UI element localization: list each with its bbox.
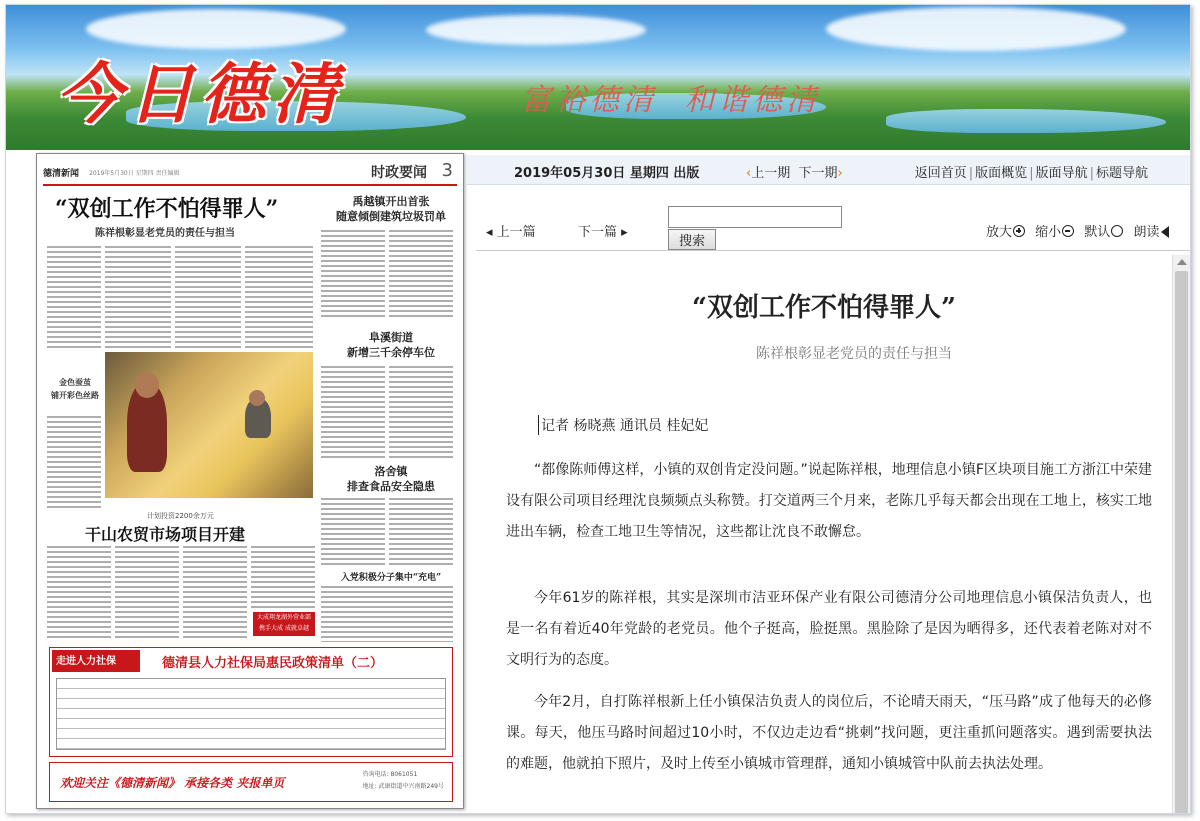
newspaper-page-thumbnail[interactable] <box>36 153 464 809</box>
article-scrollbar[interactable] <box>1172 255 1190 814</box>
paper-text-column <box>183 546 247 640</box>
article-paragraph: “都像陈师傅这样，小镇的双创肯定没问题。”说起陈祥根，地理信息小镇F区块项目施工方浙江中荣建设有限公司项目经理沈良频频点头称赞。打交道两三个月来，老陈几乎每天都会出现在工地上，核实工地进出车辆，检查工地卫生等情况，这些都让沈良不敢懈怠。 <box>506 462 1152 540</box>
paper-text-column <box>321 230 385 320</box>
footer-address: 地址: 武康街道中兴南路249号 <box>362 783 444 790</box>
minus-circle-icon <box>1062 225 1074 237</box>
paper-text-column <box>47 546 111 640</box>
person-head <box>135 372 159 398</box>
link-page-overview[interactable]: 版面概览 <box>975 166 1028 181</box>
bank-ad[interactable]: 大成翔龙湖外营业部 携手大成 成就卓越 <box>253 612 315 636</box>
prev-issue-link[interactable]: 上一期 <box>751 166 791 181</box>
link-title-navigation[interactable]: 标题导航 <box>1095 166 1148 181</box>
paper-headline-link[interactable]: “双创工作不怕得罪人” <box>55 196 279 222</box>
news-photo[interactable] <box>105 352 313 498</box>
paper-text-column <box>389 366 453 458</box>
next-article-button[interactable] <box>578 221 628 240</box>
side-story-4-title[interactable]: 入党积极分子集中“充电” <box>340 573 442 583</box>
site-slogan <box>521 75 820 119</box>
policy-tag: 走进人力社保 <box>52 650 140 672</box>
side-story-2-title[interactable]: 阜溪街道 新增三千余停车位 <box>347 331 435 359</box>
market-story-title[interactable]: 干山农贸市场项目开建 <box>85 525 246 544</box>
paper-logo: 德清新闻 <box>43 169 80 179</box>
issue-date: 2019年05月30日 星期四 出版 <box>514 166 700 181</box>
person-head <box>249 390 265 406</box>
side-story-1-title[interactable]: 禹越镇开出首张 随意倾倒建筑垃圾罚单 <box>336 195 446 223</box>
paper-text-column <box>115 546 179 640</box>
paper-meta: 2019年5月30日 星期四 责任编辑 <box>89 170 180 177</box>
scroll-up-arrow-icon[interactable] <box>1177 259 1187 265</box>
article-subtitle: 陈祥根彰显老党员的责任与担当 <box>756 346 952 362</box>
paper-section-name: 时政要闻 <box>371 165 427 181</box>
paper-text-column <box>245 246 313 350</box>
paper-text-column <box>389 230 453 320</box>
prev-issue-arrow-icon: ‹ <box>746 166 752 181</box>
policy-title: 德清县人力社保局惠民政策清单（二） <box>162 656 384 671</box>
paper-text-column <box>175 246 241 350</box>
side-story-3-title[interactable]: 洛舍镇 排查食品安全隐患 <box>347 465 435 493</box>
slogan-part-1: 富裕德清 <box>521 83 657 118</box>
paper-text-column <box>251 546 315 608</box>
site-title: 今日德清 <box>56 55 344 133</box>
zoom-default-label: 默认 <box>1084 225 1111 240</box>
paper-text-column <box>389 498 453 568</box>
prev-article-button[interactable] <box>486 221 536 240</box>
reading-controls <box>986 221 1175 240</box>
paper-text-column <box>47 416 101 508</box>
zoom-in-label: 放大 <box>986 225 1013 240</box>
issue-info-bar <box>466 155 1190 185</box>
paper-text-column <box>105 246 171 350</box>
policy-table <box>56 678 446 750</box>
link-page-navigation[interactable]: 版面导航 <box>1035 166 1088 181</box>
banner-cloud <box>426 15 646 45</box>
page-frame <box>5 4 1191 814</box>
paper-text-column <box>47 246 101 350</box>
article-title: “双创工作不怕得罪人” <box>692 293 956 323</box>
photo-caption <box>47 376 103 402</box>
policy-section[interactable] <box>49 647 453 757</box>
next-article-label: 下一篇 <box>578 225 618 240</box>
banner-cloud <box>826 7 1126 51</box>
caret-right-icon: ▸ <box>621 225 628 240</box>
speaker-icon <box>1161 226 1169 238</box>
link-separator: | <box>1089 166 1094 181</box>
next-issue-link[interactable]: 下一期 <box>798 166 838 181</box>
search-button[interactable]: 搜索 <box>668 229 716 250</box>
circle-icon <box>1111 225 1123 237</box>
paper-text-column <box>321 366 385 458</box>
link-separator: | <box>1029 166 1034 181</box>
photo-caption-text: 金色蚕茧 铺开彩色丝路 <box>51 378 99 400</box>
footer-ad[interactable] <box>49 762 453 802</box>
slogan-part-2: 和谐德清 <box>684 83 821 118</box>
read-aloud-label: 朗读 <box>1133 225 1160 240</box>
plus-circle-icon <box>1013 225 1025 237</box>
zoom-out-label: 缩小 <box>1035 225 1062 240</box>
issue-navigation <box>746 162 843 181</box>
article-byline: 记者 杨晓燕 通讯员 桂妃妃 <box>538 415 708 435</box>
article-toolbar <box>476 201 1190 251</box>
paper-text-column <box>321 498 385 568</box>
invest-kicker: 计划投资2200余万元 <box>147 512 214 520</box>
link-home[interactable]: 返回首页 <box>914 166 967 181</box>
footer-phone: 咨询电话: 8061051 <box>362 771 418 778</box>
read-aloud-button[interactable] <box>1133 225 1169 240</box>
page-nav-links <box>915 162 1148 181</box>
caret-left-icon: ◂ <box>486 225 493 240</box>
article-paragraph: 今年61岁的陈祥根，其实是深圳市洁亚环保产业有限公司德清分公司地理信息小镇保洁负责人，也是一名有着近40年党龄的老党员。他个子挺高，脸挺黑。黑脸除了是因为晒得多，还代表着老陈对对不文明行为的态度。 <box>506 590 1152 668</box>
zoom-default-button[interactable] <box>1084 225 1123 240</box>
banner-water <box>886 109 1166 133</box>
article-body <box>476 255 1172 814</box>
article-paragraph: 今年2月，自打陈祥根新上任小镇保洁负责人的岗位后，不论晴天雨天，“压马路”成了他每天的必修课。每天，他压马路时间超过10小时，不仅边走边看“挑刺”找问题，更注重抓问题落实。遇到需要执法的难题，他就拍下照片，及时上传至小镇城市管理群，通知小镇城管中队前去执法处理。 <box>506 694 1152 772</box>
scroll-thumb[interactable] <box>1175 271 1188 814</box>
prev-article-label: 上一篇 <box>496 225 536 240</box>
paper-page-number: 3 <box>441 160 453 181</box>
masthead-banner <box>6 5 1191 150</box>
footer-ad-text: 欢迎关注《德清新闻》 承接各类 夹报单页 <box>60 776 285 790</box>
paper-text-column <box>321 586 453 642</box>
link-separator: | <box>968 166 974 181</box>
zoom-out-button[interactable] <box>1035 225 1074 240</box>
paper-header <box>43 160 457 186</box>
paper-subheadline: 陈祥根彰显老党员的责任与担当 <box>95 228 235 239</box>
search-input[interactable] <box>668 206 842 228</box>
footer-ad-contact <box>363 769 444 793</box>
zoom-in-button[interactable] <box>986 225 1025 240</box>
next-issue-arrow-icon: › <box>837 166 843 181</box>
